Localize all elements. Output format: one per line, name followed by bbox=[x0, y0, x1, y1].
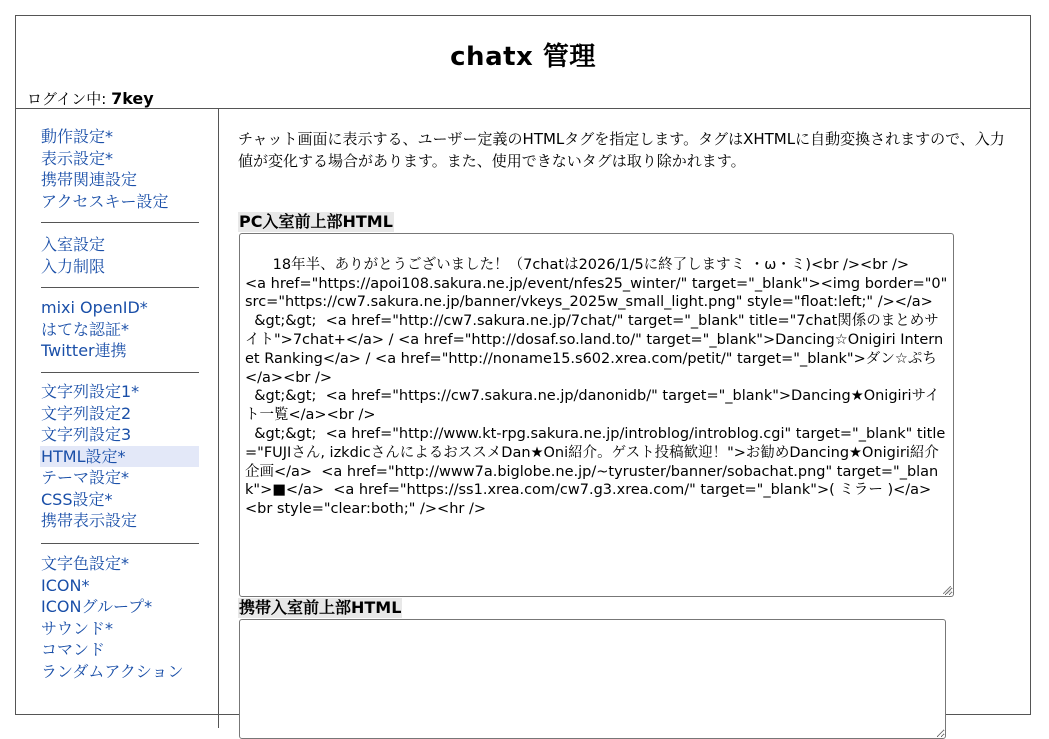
settings-description: チャット画面に表示する、ユーザー定義のHTMLタグを指定します。タグはXHTMLに自動変換されますので、入力値が変化する場合があります。また、使用できないタグは取り除かれます。 bbox=[238, 130, 1005, 170]
sidebar-item-hatena-auth[interactable]: はてな認証* bbox=[41, 319, 130, 339]
login-status bbox=[27, 88, 154, 109]
sidebar-item-string-settings-2[interactable]: 文字列設定2 bbox=[41, 403, 132, 423]
menu-divider bbox=[41, 372, 199, 373]
sidebar-item-text-color-settings[interactable]: 文字色設定* bbox=[41, 554, 130, 573]
sidebar-item-behavior-settings[interactable]: 動作設定* bbox=[41, 127, 114, 146]
main-content bbox=[219, 108, 1030, 728]
login-label: ログイン中: bbox=[27, 90, 112, 108]
menu-divider bbox=[41, 222, 199, 223]
sidebar-item-input-limits[interactable]: 入力制限 bbox=[41, 256, 106, 276]
sidebar-item-accesskey-settings[interactable]: アクセスキー設定 bbox=[41, 191, 169, 211]
sidebar-item-icon-group[interactable]: ICONグループ* bbox=[41, 597, 153, 616]
pc-html-value: 18年半、ありがとうございました！（7chatは2026/1/5に終了しますミ ・ω・ミ)<br /><br /> <a href="https://apoi108.sakura.ne.jp/event/nfes25_winter/" target="_blank"><img border="0" src="https://cw7.sakura.ne.jp/banner/vkeys_2025w_small_light.png" style="float:left;" /></a> &gt;&gt; <a href="http://cw7.sakura.ne.jp/7chat/" target="_blank" title="7chat関係のまとめサイト">7chat+</a> / <a href="http://dosaf.so.land.to/" target="_blank">Dancing☆Onigiri Internet Ranking</a> / <a href="http://noname15.s602.xrea.com/petit/" target="_blank">ダン☆ぷち</a><br /> &gt;&gt; <a href="https://cw7.sakura.ne.jp/danonidb/" target="_blank">Dancing★Onigiriサイト一覧</a><br /> &gt;&gt; <a href="http://www.kt-rpg.sakura.ne.jp/introblog/introblog.cgi" target="_blank" title="FUJIさん, izkdicさんによるおススメDan★Oni紹介。ゲスト投稿歓迎！">お勧めDancing★Onigiri紹介企画</a> <a href="http://www7a.biglobe.ne.jp/~tyruster/banner/sobachat.png" target="_blank">■</a> <a href="https://ss1.xrea.com/cw7.g3.xrea.com/" target="_blank">( ミラー )</a> <br style="clear:both;" /><hr /> bbox=[245, 256, 948, 518]
page-title: chatx 管理 bbox=[450, 42, 596, 72]
sidebar-item-mobile-settings[interactable]: 携帯関連設定 bbox=[41, 170, 138, 189]
sidebar-item-sound[interactable]: サウンド* bbox=[41, 618, 114, 638]
sidebar-item-html-settings[interactable]: HTML設定* bbox=[40, 446, 199, 468]
sidebar-item-theme-settings[interactable]: テーマ設定* bbox=[41, 468, 130, 487]
sidebar-nav bbox=[16, 108, 219, 728]
sidebar-item-mixi-openid[interactable]: mixi OpenID* bbox=[41, 298, 148, 317]
sidebar-item-mobile-display-settings[interactable]: 携帯表示設定 bbox=[41, 511, 138, 530]
menu-group-5 bbox=[41, 553, 199, 682]
sidebar-item-string-settings-1[interactable]: 文字列設定1* bbox=[41, 382, 140, 401]
menu-group-4 bbox=[41, 381, 199, 532]
pc-html-textarea[interactable] bbox=[239, 233, 954, 597]
mobile-html-textarea[interactable] bbox=[239, 619, 946, 739]
sidebar-item-twitter-link[interactable]: Twitter連携 bbox=[41, 341, 127, 360]
admin-frame bbox=[15, 15, 1031, 715]
sidebar-item-icon[interactable]: ICON* bbox=[41, 575, 90, 595]
sidebar-item-entry-settings[interactable]: 入室設定 bbox=[41, 235, 106, 254]
username: 7key bbox=[111, 89, 154, 108]
menu-group-2 bbox=[41, 234, 199, 277]
sidebar-item-display-settings[interactable]: 表示設定* bbox=[41, 148, 114, 168]
resize-handle-icon[interactable] bbox=[943, 586, 951, 594]
sidebar-item-string-settings-3[interactable]: 文字列設定3 bbox=[41, 425, 132, 444]
page-header bbox=[16, 16, 1030, 109]
sidebar-item-random-action[interactable]: ランダムアクション bbox=[41, 661, 184, 681]
menu-divider bbox=[41, 287, 199, 288]
menu-group-1 bbox=[41, 126, 199, 212]
menu-group-3 bbox=[41, 297, 199, 362]
sidebar-item-command[interactable]: コマンド bbox=[41, 640, 106, 659]
pc-html-label: PC入室前上部HTML bbox=[239, 212, 393, 231]
menu-divider bbox=[41, 543, 199, 544]
mobile-html-label: 携帯入室前上部HTML bbox=[239, 598, 402, 617]
sidebar-item-css-settings[interactable]: CSS設定* bbox=[41, 489, 113, 509]
